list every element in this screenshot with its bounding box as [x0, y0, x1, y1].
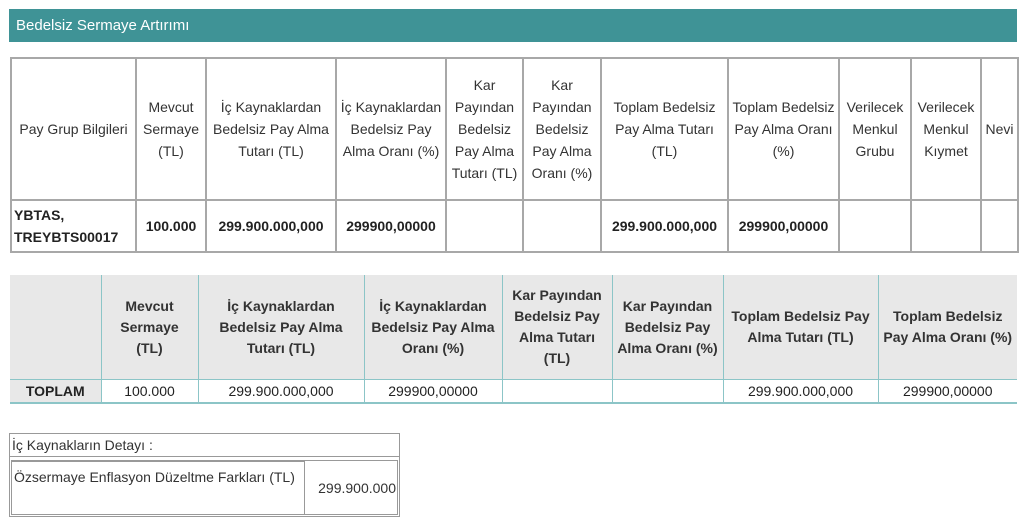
cell-toplam-oran: 299900,00000 [728, 200, 839, 252]
total-header-ic-kaynak-oran: İç Kaynaklardan Bedelsiz Pay Alma Oranı (%) [364, 275, 502, 380]
total-header-blank [10, 275, 101, 380]
internal-source-item [11, 460, 398, 515]
header-menkul-grubu: Verilecek Menkul Grubu [839, 58, 911, 200]
total-header-ic-kaynak-tutar: İç Kaynaklardan Bedelsiz Pay Alma Tutarı (TL) [198, 275, 364, 380]
total-label: TOPLAM [10, 380, 101, 404]
total-ic-kaynak-tutar: 299.900.000,000 [198, 380, 364, 404]
total-header-kar-payi-oran: Kar Payından Bedelsiz Pay Alma Oranı (%) [612, 275, 723, 380]
header-kar-payi-tutar: Kar Payından Bedelsiz Pay Alma Tutarı (TL) [446, 58, 523, 200]
total-ic-kaynak-oran: 299900,00000 [364, 380, 502, 404]
total-toplam-oran: 299900,00000 [878, 380, 1017, 404]
cell-menkul-kiymet [911, 200, 981, 252]
cell-kar-payi-oran [523, 200, 601, 252]
total-kar-payi-tutar [502, 380, 612, 404]
table-header-row [11, 58, 1018, 200]
total-mevcut-sermaye: 100.000 [101, 380, 198, 404]
total-kar-payi-oran [612, 380, 723, 404]
cell-nevi [981, 200, 1018, 252]
total-row [10, 380, 1017, 404]
total-header-toplam-oran: Toplam Bedelsiz Pay Alma Oranı (%) [878, 275, 1017, 380]
cell-kar-payi-tutar [446, 200, 523, 252]
header-ic-kaynak-oran: İç Kaynaklardan Bedelsiz Pay Alma Oranı (%) [336, 58, 446, 200]
header-menkul-kiymet: Verilecek Menkul Kıymet [911, 58, 981, 200]
internal-source-value: 299.900.000 [318, 479, 396, 496]
header-toplam-tutar: Toplam Bedelsiz Pay Alma Tutarı (TL) [601, 58, 728, 200]
total-table [10, 275, 1017, 404]
cell-mevcut-sermaye: 100.000 [136, 200, 206, 252]
share-group-table [10, 57, 1019, 253]
cell-ic-kaynak-tutar: 299.900.000,000 [206, 200, 336, 252]
header-nevi: Nevi [981, 58, 1018, 200]
cell-ic-kaynak-oran: 299900,00000 [336, 200, 446, 252]
cell-pay-grup: YBTAS, TREYBTS00017 [11, 200, 136, 252]
internal-source-label: Özsermaye Enflasyon Düzeltme Farkları (TL) [12, 461, 305, 514]
total-toplam-tutar: 299.900.000,000 [723, 380, 878, 404]
internal-sources-detail [9, 433, 400, 517]
total-header-toplam-tutar: Toplam Bedelsiz Pay Alma Tutarı (TL) [723, 275, 878, 380]
header-ic-kaynak-tutar: İç Kaynaklardan Bedelsiz Pay Alma Tutarı (TL) [206, 58, 336, 200]
cell-menkul-grubu [839, 200, 911, 252]
cell-toplam-tutar: 299.900.000,000 [601, 200, 728, 252]
header-toplam-oran: Toplam Bedelsiz Pay Alma Oranı (%) [728, 58, 839, 200]
header-mevcut-sermaye: Mevcut Sermaye (TL) [136, 58, 206, 200]
section-title: Bedelsiz Sermaye Artırımı [9, 9, 1017, 42]
total-header-mevcut-sermaye: Mevcut Sermaye (TL) [101, 275, 198, 380]
total-header-row [10, 275, 1017, 380]
table-row [11, 200, 1018, 252]
header-pay-grup: Pay Grup Bilgileri [11, 58, 136, 200]
internal-sources-title: İç Kaynakların Detayı : [10, 434, 399, 457]
total-header-kar-payi-tutar: Kar Payından Bedelsiz Pay Alma Tutarı (TL) [502, 275, 612, 380]
header-kar-payi-oran: Kar Payından Bedelsiz Pay Alma Oranı (%) [523, 58, 601, 200]
